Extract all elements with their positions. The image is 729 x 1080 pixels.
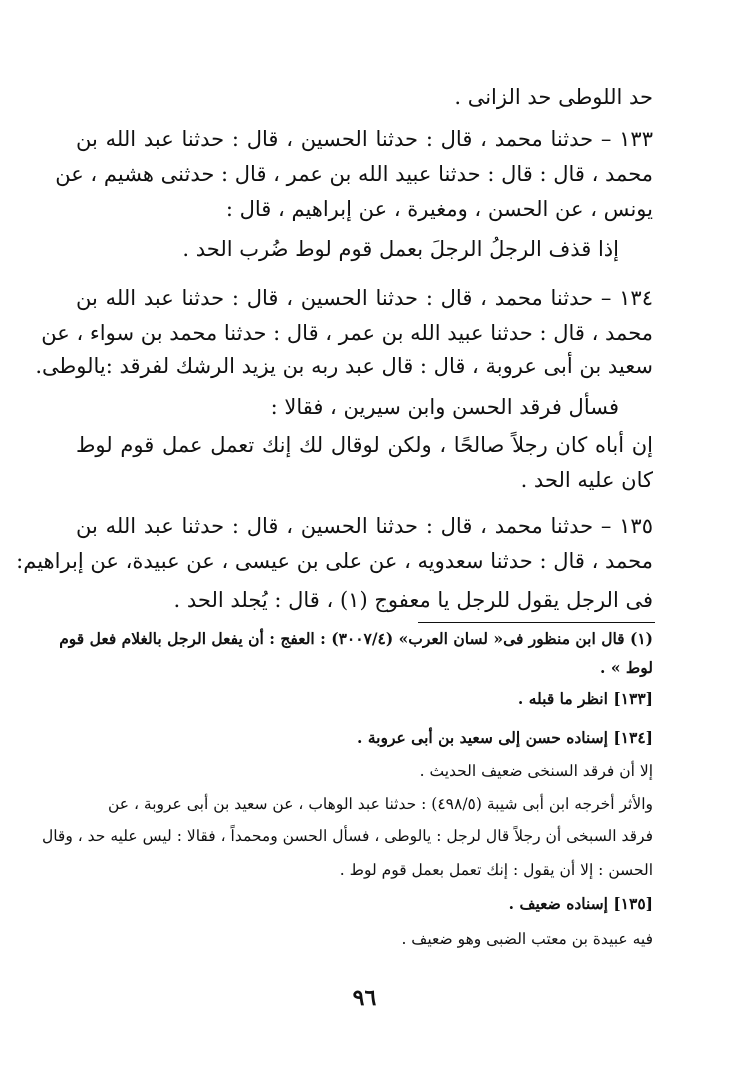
hadith-135-line-2: محمد ، قال : حدثنا سعدويه ، عن على بن عيسى ، عن عبيدة، عن إبراهيم:: [16, 549, 653, 573]
note-135-line-1: فيه عبيدة بن معتب الضبى وهو ضعيف .: [401, 930, 653, 948]
hadith-133-line-1: ١٣٣ – حدثنا محمد ، قال : حدثنا الحسين ، قال : حدثنا عبد الله بن: [76, 127, 653, 151]
hadith-134-line-3: سعيد بن أبى عروبة ، قال : قال عبد ربه بن يزيد الرشك لفرقد :يالوطى.: [35, 354, 653, 378]
note-134-line-1: إلا أن فرقد السنخى ضعيف الحديث .: [419, 762, 653, 780]
hadith-134-text-1: إن أباه كان رجلاً صالحًا ، ولكن لوقال لك إنك تعمل عمل قوم لوط: [76, 433, 653, 457]
note-135-heading: [١٣٥] إسناده ضعيف .: [508, 894, 653, 913]
main-line-1: حد اللوطى حد الزانى .: [454, 85, 653, 109]
hadith-134-line-1: ١٣٤ – حدثنا محمد ، قال : حدثنا الحسين ، قال : حدثنا عبد الله بن: [76, 286, 653, 310]
page-number: ٩٦: [352, 985, 377, 1011]
footnote-1-line-1: (١) قال ابن منظور فى« لسان العرب» (٣٠٠٧/٤) : العفج : أن يفعل الرجل بالغلام فعل قوم: [59, 629, 653, 648]
hadith-135-line-1: ١٣٥ – حدثنا محمد ، قال : حدثنا الحسين ، قال : حدثنا عبد الله بن: [76, 514, 653, 538]
hadith-133-line-3: يونس ، عن الحسن ، ومغيرة ، عن إبراهيم ، قال :: [225, 197, 653, 221]
hadith-134-line-2: محمد ، قال : حدثنا عبيد الله بن عمر ، قال : حدثنا محمد بن سواء ، عن: [41, 321, 653, 345]
hadith-134-text-2: كان عليه الحد .: [520, 468, 653, 492]
hadith-135-text: فى الرجل يقول للرجل يا معفوج (١) ، قال : يُجلد الحد .: [173, 588, 653, 612]
hadith-134-line-4: فسأل فرقد الحسن وابن سيرين ، فقالا :: [270, 395, 619, 419]
note-134-line-4: الحسن : إلا أن يقول : إنك تعمل بعمل قوم لوط .: [339, 861, 653, 879]
footnote-1-line-2: لوط » .: [600, 658, 653, 677]
hadith-133-line-2: محمد ، قال : قال : حدثنا عبيد الله بن عمر ، قال : حدثنى هشيم ، عن: [55, 162, 653, 186]
hadith-133-text: إذا قذف الرجلُ الرجلَ بعمل قوم لوط ضُرب الحد .: [182, 237, 619, 261]
note-133: [١٣٣] انظر ما قبله .: [517, 689, 653, 708]
note-134-line-2: والأثر أخرجه ابن أبى شيبة (٤٩٨/٥) : حدثنا عبد الوهاب ، عن سعيد بن أبى عروبة ، عن: [107, 795, 653, 813]
footnote-rule: [418, 622, 655, 623]
note-134-line-3: فرقد السبخى أن رجلاً قال لرجل : يالوطى ، فسأل الحسن ومحمداً ، فقالا : ليس عليه حد ، وقال: [41, 827, 653, 845]
note-134-heading: [١٣٤] إسناده حسن إلى سعيد بن أبى عروبة .: [357, 728, 653, 747]
